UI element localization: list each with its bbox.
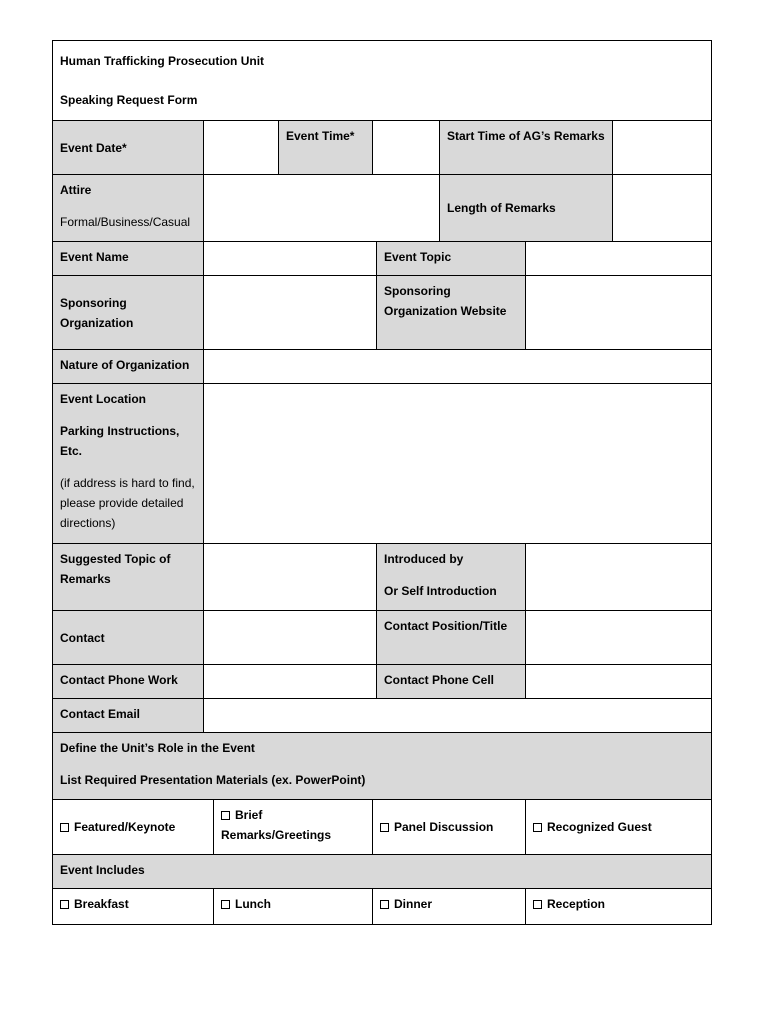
attire-field[interactable]	[204, 175, 440, 242]
role-label: Panel Discussion	[394, 820, 494, 834]
suggested-topic-field[interactable]	[204, 544, 377, 611]
checkbox-icon[interactable]	[533, 823, 542, 832]
includes-option-dinner[interactable]	[373, 889, 526, 925]
start-time-label: Start Time of AG’s Remarks	[440, 121, 613, 175]
nature-of-org-label: Nature of Organization	[53, 350, 204, 384]
event-date-field[interactable]	[204, 121, 279, 175]
checkbox-icon[interactable]	[60, 823, 69, 832]
role-section-header	[53, 733, 712, 800]
introduced-by-field[interactable]	[526, 544, 712, 611]
attire-label: Attire	[60, 183, 92, 197]
contact-position-label: Contact Position/Title	[377, 611, 526, 665]
contact-email-label: Contact Email	[53, 699, 204, 733]
includes-label: Lunch	[235, 897, 271, 911]
location-label-cell	[53, 384, 204, 544]
event-includes-label: Event Includes	[53, 855, 712, 889]
length-of-remarks-field[interactable]	[613, 175, 712, 242]
length-of-remarks-label: Length of Remarks	[440, 175, 613, 242]
form-subtitle: Speaking Request Form	[60, 93, 198, 107]
includes-label: Reception	[547, 897, 606, 911]
form-title: Human Trafficking Prosecution Unit	[60, 54, 265, 68]
checkbox-icon[interactable]	[221, 811, 230, 820]
sponsoring-website-field[interactable]	[526, 276, 712, 350]
role-label: Recognized Guest	[547, 820, 652, 834]
suggested-topic-label: Suggested Topic of Remarks	[53, 544, 204, 611]
checkbox-icon[interactable]	[380, 900, 389, 909]
checkbox-icon[interactable]	[380, 823, 389, 832]
directions-note: (if address is hard to find, please provide detailed directions)	[60, 476, 195, 530]
sponsoring-website-label: Sponsoring Organization Website	[377, 276, 526, 350]
role-label: Featured/Keynote	[74, 820, 176, 834]
role-option-brief[interactable]	[214, 800, 373, 855]
introduced-by-cell	[377, 544, 526, 611]
contact-phone-work-field[interactable]	[204, 665, 377, 699]
form-header	[53, 41, 712, 121]
contact-field[interactable]	[204, 611, 377, 665]
contact-phone-work-label: Contact Phone Work	[53, 665, 204, 699]
includes-option-breakfast[interactable]	[53, 889, 214, 925]
nature-of-org-field[interactable]	[204, 350, 712, 384]
presentation-materials-label: List Required Presentation Materials (ex. PowerPoint)	[60, 773, 366, 787]
contact-email-field[interactable]	[204, 699, 712, 733]
event-time-label: Event Time*	[279, 121, 373, 175]
checkbox-icon[interactable]	[60, 900, 69, 909]
event-name-label: Event Name	[53, 242, 204, 276]
role-option-recognized[interactable]	[526, 800, 712, 855]
role-label: Brief Remarks/Greetings	[221, 808, 332, 842]
contact-phone-cell-field[interactable]	[526, 665, 712, 699]
attire-label-cell	[53, 175, 204, 242]
parking-label: Parking Instructions, Etc.	[60, 424, 180, 458]
attire-options: Formal/Business/Casual	[60, 215, 191, 229]
event-topic-field[interactable]	[526, 242, 712, 276]
event-name-field[interactable]	[204, 242, 377, 276]
unit-role-label: Define the Unit’s Role in the Event	[60, 741, 255, 755]
introduced-by-label: Introduced by	[384, 552, 464, 566]
sponsoring-org-label: Sponsoring Organization	[53, 276, 204, 350]
event-date-label: Event Date*	[53, 121, 204, 175]
event-topic-label: Event Topic	[377, 242, 526, 276]
contact-phone-cell-label: Contact Phone Cell	[377, 665, 526, 699]
contact-position-field[interactable]	[526, 611, 712, 665]
includes-label: Dinner	[394, 897, 433, 911]
self-introduction-label: Or Self Introduction	[384, 584, 497, 598]
includes-label: Breakfast	[74, 897, 129, 911]
checkbox-icon[interactable]	[533, 900, 542, 909]
includes-option-lunch[interactable]	[214, 889, 373, 925]
event-location-field[interactable]	[204, 384, 712, 544]
speaking-request-form	[52, 40, 712, 925]
event-time-field[interactable]	[373, 121, 440, 175]
contact-label: Contact	[53, 611, 204, 665]
role-option-panel[interactable]	[373, 800, 526, 855]
includes-option-reception[interactable]	[526, 889, 712, 925]
sponsoring-org-field[interactable]	[204, 276, 377, 350]
event-location-label: Event Location	[60, 392, 147, 406]
start-time-field[interactable]	[613, 121, 712, 175]
checkbox-icon[interactable]	[221, 900, 230, 909]
role-option-featured[interactable]	[53, 800, 214, 855]
